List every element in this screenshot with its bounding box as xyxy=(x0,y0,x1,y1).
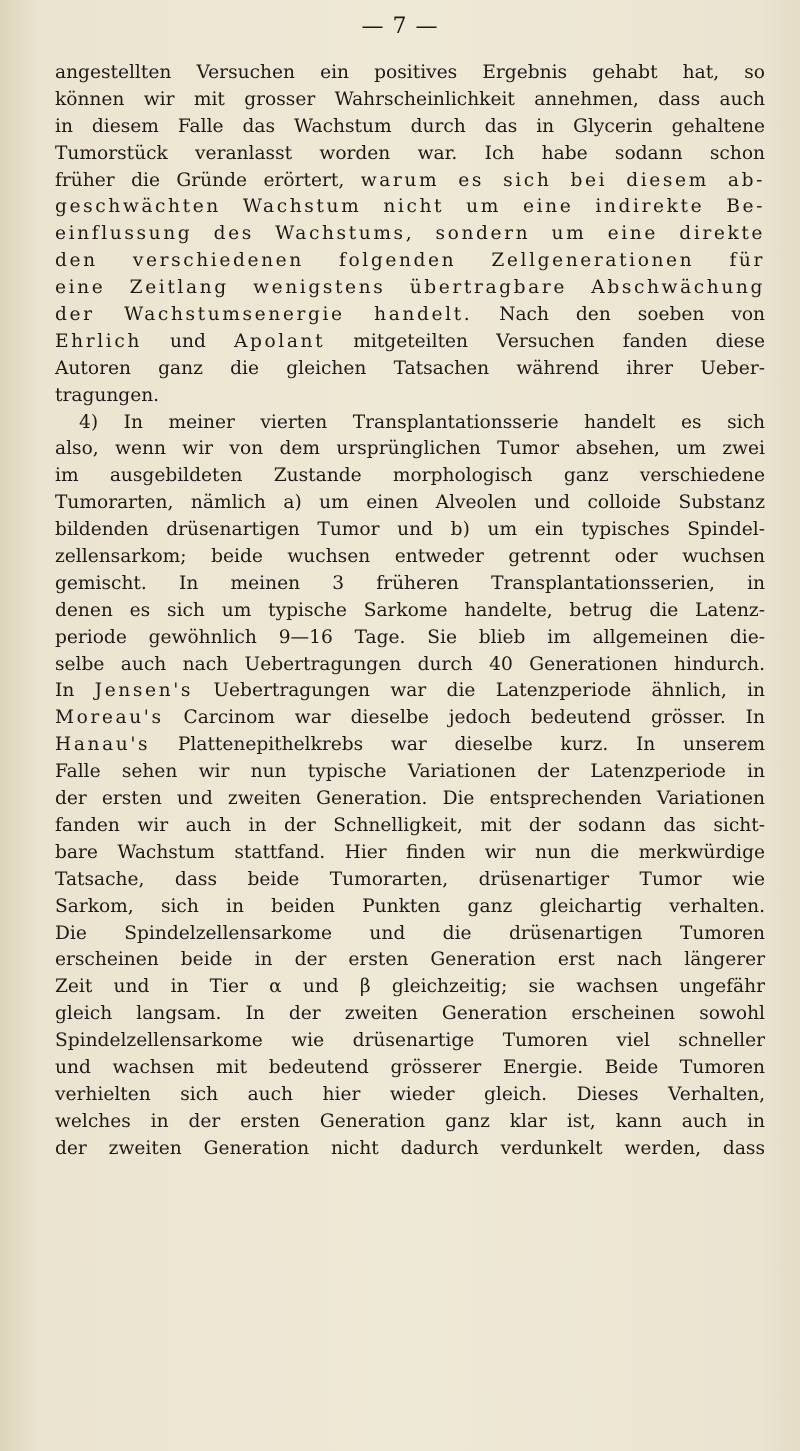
text-segment: welches in der ersten Generation ganz klar ist, kann auch in xyxy=(55,1110,765,1132)
text-line xyxy=(55,194,765,221)
text-line xyxy=(55,1082,765,1109)
text-line xyxy=(55,168,765,195)
text-segment: Tumorstück veranlasst worden war. Ich habe sodann schon xyxy=(55,142,765,164)
text-segment: der zweiten Generation nicht dadurch verdunkelt werden, dass xyxy=(55,1137,765,1159)
text-line xyxy=(55,652,765,679)
text-line xyxy=(55,786,765,813)
text-line xyxy=(55,867,765,894)
text-segment: fanden wir auch in der Schnelligkeit, mit der sodann das sicht- xyxy=(55,814,765,836)
spaced-text: Ehrlich xyxy=(55,330,142,352)
spaced-text: Jensen's xyxy=(94,680,194,702)
text-line xyxy=(55,571,765,598)
text-line xyxy=(55,1055,765,1082)
text-line xyxy=(55,410,765,437)
text-segment: 4) In meiner vierten Transplantationsserie handelt es sich xyxy=(79,411,765,433)
text-segment: also, wenn wir von dem ursprünglichen Tumor absehen, um zwei xyxy=(55,438,765,460)
body-text xyxy=(55,60,765,1163)
text-segment: und xyxy=(141,330,234,352)
text-line xyxy=(55,329,765,356)
text-segment: verhielten sich auch hier wieder gleich. Dieses Verhalten, xyxy=(55,1083,765,1105)
text-segment: Carcinom war dieselbe jedoch bedeutend grösser. In xyxy=(163,707,765,729)
text-line xyxy=(55,1001,765,1028)
text-line xyxy=(55,60,765,87)
text-line xyxy=(55,436,765,463)
text-line xyxy=(55,1028,765,1055)
text-segment: angestellten Versuchen ein positives Ergebnis gehabt hat, so xyxy=(55,62,765,83)
spaced-text: geschwächten Wachstum nicht um eine indirekte Be- xyxy=(55,196,765,218)
text-segment: können wir mit grosser Wahrscheinlichkeit annehmen, dass auch xyxy=(55,88,765,110)
text-line xyxy=(55,732,765,759)
text-line xyxy=(55,383,765,410)
text-line xyxy=(55,544,765,571)
text-segment: Falle sehen wir nun typische Variationen der Latenzperiode in xyxy=(55,761,765,783)
text-segment: zellensarkom; beide wuchsen entweder getrennt oder wuchsen xyxy=(55,546,765,568)
text-segment: Uebertragungen war die Latenzperiode ähnlich, in xyxy=(193,680,765,702)
text-line xyxy=(55,678,765,705)
spaced-text: den verschiedenen folgenden Zellgenerationen für xyxy=(55,250,765,272)
text-segment: In xyxy=(55,680,95,702)
spaced-text: Apolant xyxy=(233,330,326,352)
spaced-text: Moreau's xyxy=(55,707,164,729)
text-segment: in diesem Falle das Wachstum durch das in Glycerin gehaltene xyxy=(55,115,765,137)
text-line xyxy=(55,463,765,490)
text-line xyxy=(55,625,765,652)
text-segment: selbe auch nach Uebertragungen durch 40 Generationen hindurch. xyxy=(55,653,765,675)
text-line xyxy=(55,356,765,383)
text-line xyxy=(55,490,765,517)
text-segment: Zeit und in Tier α und β gleichzeitig; sie wachsen ungefähr xyxy=(55,976,765,998)
text-segment: Plattenepithelkrebs war dieselbe kurz. In unserem xyxy=(150,734,765,756)
text-segment: bare Wachstum stattfand. Hier finden wir nun die merkwürdige xyxy=(55,841,765,863)
text-segment: Sarkom, sich in beiden Punkten ganz gleichartig verhalten. xyxy=(55,895,765,917)
text-segment: Nach den soeben von xyxy=(472,304,765,326)
page-number-header: — 7 — xyxy=(361,14,439,39)
text-line xyxy=(55,302,765,329)
text-line xyxy=(55,813,765,840)
text-line xyxy=(55,517,765,544)
text-line xyxy=(55,598,765,625)
spaced-text: eine Zeitlang wenigstens übertragbare Abschwächung xyxy=(55,277,765,299)
text-segment: tragungen. xyxy=(55,384,160,406)
text-segment: denen es sich um typische Sarkome handelte, betrug die Latenz- xyxy=(55,599,765,621)
text-line xyxy=(55,705,765,732)
text-line xyxy=(55,1136,765,1163)
spaced-text: Hanau's xyxy=(55,734,151,756)
text-segment: im ausgebildeten Zustande morphologisch ganz verschiedene xyxy=(55,465,765,487)
text-line xyxy=(55,87,765,114)
text-line xyxy=(55,114,765,141)
text-segment: der ersten und zweiten Generation. Die entsprechenden Variationen xyxy=(55,788,765,810)
spaced-text: warum es sich bei diesem ab- xyxy=(360,169,765,191)
text-segment: Tumorarten, nämlich a) um einen Alveolen und colloide Substanz xyxy=(55,492,765,514)
text-segment: früher die Gründe erörtert, xyxy=(55,169,361,191)
text-line xyxy=(55,974,765,1001)
text-segment: gleich langsam. In der zweiten Generation erscheinen sowohl xyxy=(55,1003,765,1025)
text-segment: Spindelzellensarkome wie drüsenartige Tumoren viel schneller xyxy=(55,1030,765,1052)
text-line xyxy=(55,921,765,948)
text-line xyxy=(55,840,765,867)
text-segment: Autoren ganz die gleichen Tatsachen während ihrer Ueber- xyxy=(55,357,765,379)
spaced-text: der Wachstumsenergie handelt. xyxy=(55,304,473,326)
text-segment: periode gewöhnlich 9—16 Tage. Sie blieb im allgemeinen die- xyxy=(55,626,765,648)
text-segment: mitgeteilten Versuchen fanden diese xyxy=(325,330,765,352)
text-line xyxy=(55,947,765,974)
text-line xyxy=(55,1109,765,1136)
text-line xyxy=(55,894,765,921)
text-line xyxy=(55,248,765,275)
text-line xyxy=(55,275,765,302)
text-segment: bildenden drüsenartigen Tumor und b) um ein typisches Spindel- xyxy=(55,519,765,541)
text-segment: und wachsen mit bedeutend grösserer Energie. Beide Tumoren xyxy=(55,1056,765,1078)
text-line xyxy=(55,141,765,168)
spaced-text: einflussung des Wachstums, sondern um eine direkte xyxy=(55,223,765,245)
text-segment: gemischt. In meinen 3 früheren Transplantationsserien, in xyxy=(55,572,765,594)
text-line xyxy=(55,759,765,786)
text-segment: erscheinen beide in der ersten Generation erst nach längerer xyxy=(55,949,765,971)
text-segment: Tatsache, dass beide Tumorarten, drüsenartiger Tumor wie xyxy=(55,868,765,890)
text-line xyxy=(55,221,765,248)
text-segment: Die Spindelzellensarkome und die drüsenartigen Tumoren xyxy=(55,922,765,944)
